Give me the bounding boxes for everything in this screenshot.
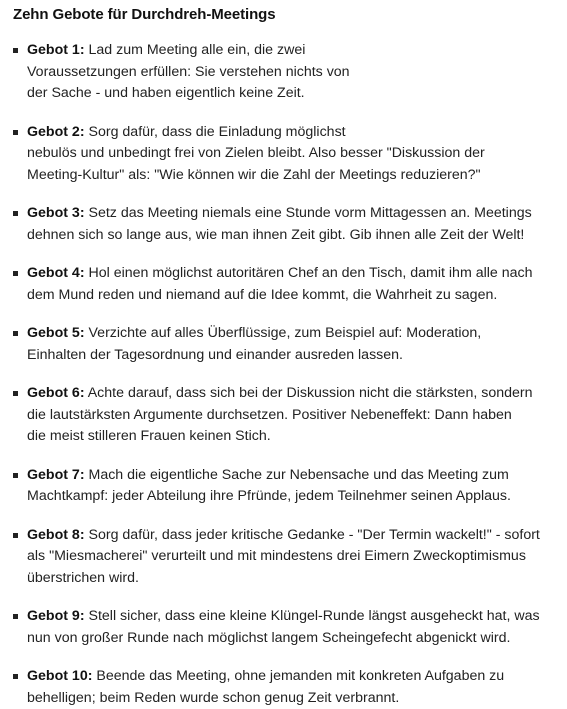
rule-text-line: Meeting-Kultur" als: "Wie können wir die Zahl der Meetings reduzieren?" <box>27 166 481 183</box>
rule-text-line: Sorg dafür, dass jeder kritische Gedanke - "Der Termin wackelt!" - sofort <box>88 526 540 543</box>
square-bullet-icon <box>13 674 18 679</box>
square-bullet-icon <box>13 391 18 396</box>
list-item <box>13 323 559 366</box>
square-bullet-icon <box>13 473 18 478</box>
list-item <box>13 203 559 246</box>
square-bullet-icon <box>13 130 18 135</box>
rule-text-line: Mach die eigentliche Sache zur Nebensache und das Meeting zum <box>88 466 509 483</box>
list-item <box>13 666 559 709</box>
rule-label: Gebot 6: <box>27 385 85 401</box>
rule-label: Gebot 1: <box>27 42 85 58</box>
list-item <box>13 40 559 105</box>
rule-text-line: überstrichen wird. <box>27 569 139 586</box>
rule-label: Gebot 2: <box>27 123 85 140</box>
rule-text-line: als "Miesmacherei" verurteilt und mit mindestens drei Eimern Zweckoptimismus <box>27 548 526 564</box>
rule-text-line: Verzichte auf alles Überflüssige, zum Beispiel auf: Moderation, <box>88 325 482 341</box>
rule-text-line: Beende das Meeting, ohne jemanden mit konkreten Aufgaben zu <box>96 668 505 684</box>
rule-label: Gebot 5: <box>27 325 85 341</box>
square-bullet-icon <box>13 331 18 336</box>
rule-text-line: die meist stilleren Frauen keinen Stich. <box>27 428 271 444</box>
rule-text-line: Lad zum Meeting alle ein, die zwei <box>88 42 306 58</box>
rule-text-line: Achte darauf, dass sich bei der Diskussion nicht die stärksten, sondern <box>87 385 533 401</box>
rule-text-line: die lautstärksten Argumente durchsetzen. Positiver Nebeneffekt: Dann haben <box>27 406 512 423</box>
rule-label: Gebot 9: <box>27 608 85 624</box>
list-item <box>13 525 559 590</box>
list-title: Zehn Gebote für Durchdreh-Meetings <box>13 6 276 23</box>
rule-text-line: Sorg dafür, dass die Einladung möglichst <box>88 123 346 140</box>
rule-label: Gebot 8: <box>27 526 85 543</box>
rule-label: Gebot 10: <box>27 668 93 684</box>
rule-text-line: dehnen sich so lange aus, wie man ihnen Zeit gibt. Gib ihnen alle Zeit der Welt! <box>27 226 525 243</box>
rule-text-line: Einhalten der Tagesordnung und einander ausreden lassen. <box>27 346 403 363</box>
rule-text-line: Setz das Meeting niemals eine Stunde vorm Mittagessen an. Meetings <box>88 205 532 221</box>
rule-label: Gebot 3: <box>27 205 85 221</box>
square-bullet-icon <box>13 271 18 276</box>
rule-text-line: nun von großer Runde nach möglichst langem Scheingefecht abgenickt wird. <box>27 629 511 646</box>
list-item <box>13 263 559 306</box>
rule-text-line: dem Mund reden und niemand auf die Idee kommt, die Wahrheit zu sagen. <box>27 286 498 303</box>
rule-label: Gebot 4: <box>27 265 85 281</box>
rule-label: Gebot 7: <box>27 466 85 483</box>
list-item <box>13 383 559 448</box>
list-item <box>13 606 559 649</box>
square-bullet-icon <box>13 48 18 53</box>
rule-text-line: der Sache - und haben eigentlich keine Zeit. <box>27 85 305 101</box>
square-bullet-icon <box>13 211 18 216</box>
rule-text-line: nebulös und unbedingt frei von Zielen bleibt. Also besser "Diskussion der <box>27 145 485 161</box>
rule-text-line: Hol einen möglichst autoritären Chef an den Tisch, damit ihm alle nach <box>88 265 533 281</box>
rule-text-line: Stell sicher, dass eine kleine Klüngel-Runde längst ausgeheckt hat, was <box>88 608 540 624</box>
rule-text-line: Machtkampf: jeder Abteilung ihre Pfründe, jedem Teilnehmer seinen Applaus. <box>27 488 511 504</box>
rules-list <box>13 40 559 709</box>
square-bullet-icon <box>13 533 18 538</box>
rule-text-line: behelligen; beim Reden wurde schon genug Zeit verbrannt. <box>27 689 400 706</box>
list-item <box>13 122 559 187</box>
list-item <box>13 465 559 508</box>
square-bullet-icon <box>13 614 18 619</box>
rule-text-line: Voraussetzungen erfüllen: Sie verstehen nichts von <box>27 63 350 80</box>
